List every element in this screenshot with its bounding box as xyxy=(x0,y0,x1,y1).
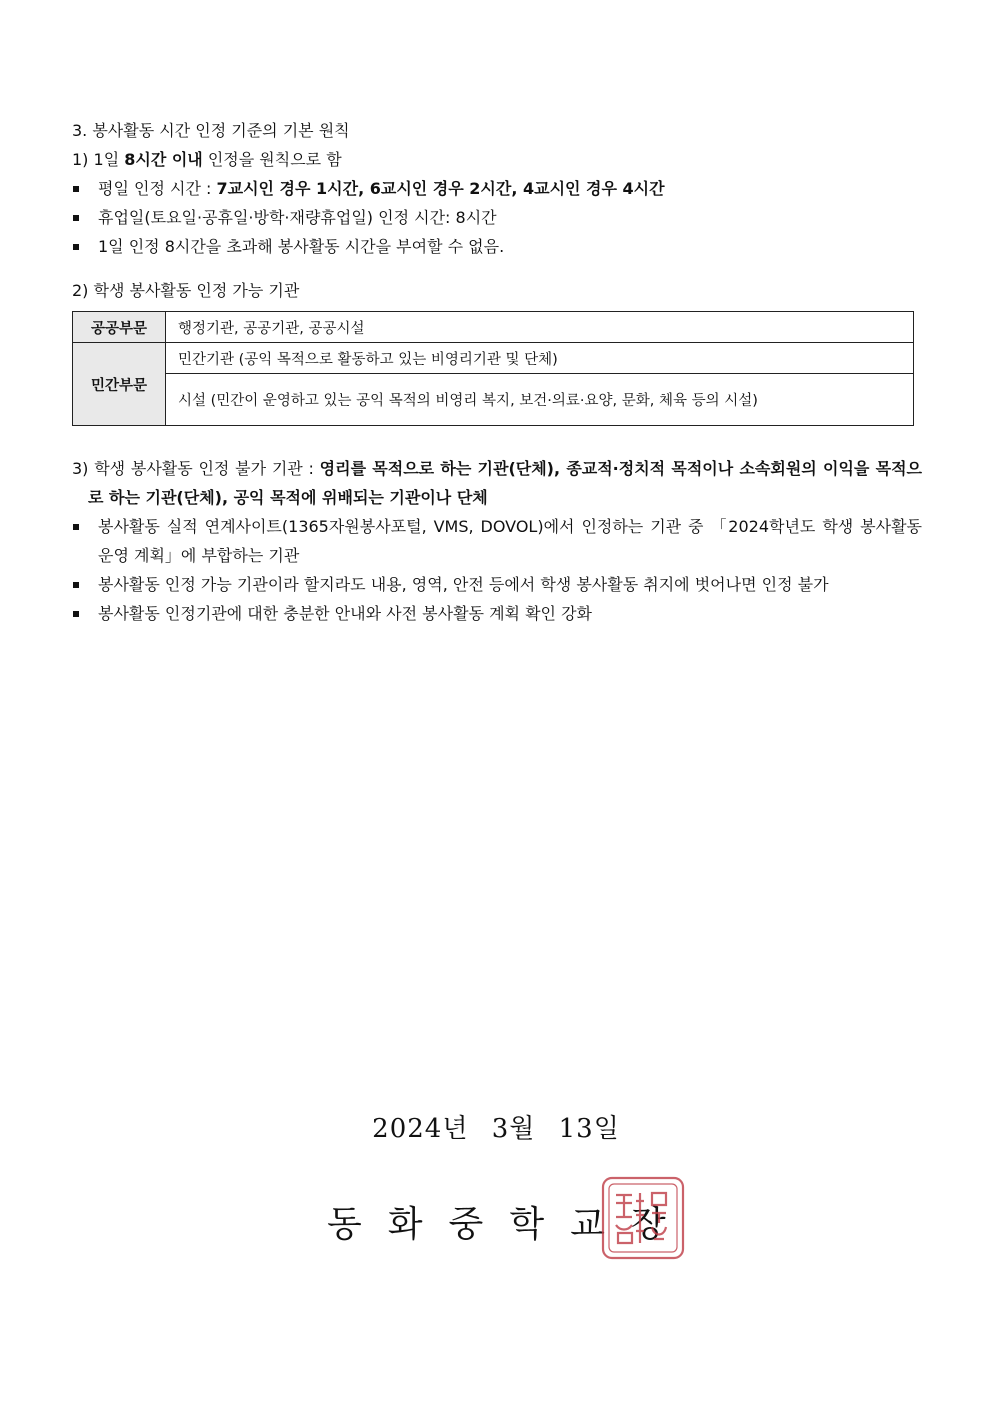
rule-1-emphasis: 8시간 이내 xyxy=(124,150,203,169)
private-sector-value: 민간기관 (공익 목적으로 활동하고 있는 비영리기관 및 단체) xyxy=(166,343,914,374)
disallowed-orgs: 3) 학생 봉사활동 인정 불가 기관 : 영리를 목적으로 하는 기관(단체), 종교적·정치적 목적이나 소속회원의 이익을 목적으로 하는 기관(단체), 공익 목적에 위배되는 기관이나 단체 xyxy=(72,459,922,507)
list-item: 평일 인정 시간 : 7교시인 경우 1시간, 6교시인 경우 2시간, 4교시인 경우 4시간 xyxy=(72,174,922,203)
rule-1: 1) 1일 8시간 이내 인정을 원칙으로 함 xyxy=(72,150,342,169)
list-item: 1일 인정 8시간을 초과해 봉사활동 시간을 부여할 수 없음. xyxy=(72,232,922,261)
allowed-orgs-title: 2) 학생 봉사활동 인정 가능 기관 xyxy=(72,281,300,300)
disallowed-orgs-emphasis: 영리를 목적으로 하는 기관(단체), 종교적·정치적 목적이나 소속회원의 이익을 목적으로 하는 기관(단체), 공익 목적에 위배되는 기관이나 단체 xyxy=(88,459,922,507)
allowed-orgs-table xyxy=(72,311,914,426)
private-sector-value: 시설 (민간이 운영하고 있는 공익 목적의 비영리 복지, 보건·의료·요양, 문화, 체육 등의 시설) xyxy=(166,374,914,426)
list-item: 봉사활동 인정 가능 기관이라 할지라도 내용, 영역, 안전 등에서 학생 봉사활동 취지에 벗어나면 인정 불가 xyxy=(72,570,922,599)
section-title: 3. 봉사활동 시간 인정 기준의 기본 원칙 xyxy=(72,121,350,140)
list-item: 휴업일(토요일·공휴일·방학·재량휴업일) 인정 시간: 8시간 xyxy=(72,203,922,232)
list-item: 봉사활동 실적 연계사이트(1365자원봉사포털, VMS, DOVOL)에서 인정하는 기관 중 「2024학년도 학생 봉사활동 운영 계획」에 부합하는 기관 xyxy=(72,512,922,570)
document-body xyxy=(72,116,922,628)
document-date: 2024년 3월 13일 xyxy=(372,1114,620,1144)
weekday-hours: 7교시인 경우 1시간, 6교시인 경우 2시간, 4교시인 경우 4시간 xyxy=(216,179,665,198)
public-sector-value: 행정기관, 공공기관, 공공시설 xyxy=(166,312,914,343)
public-sector-header: 공공부문 xyxy=(73,312,166,343)
private-sector-header: 민간부문 xyxy=(73,343,166,426)
issuer-name: 동화중학교장 xyxy=(327,1204,692,1245)
list-item: 봉사활동 인정기관에 대한 충분한 안내와 사전 봉사활동 계획 확인 강화 xyxy=(72,599,922,628)
official-seal-icon xyxy=(600,1175,686,1261)
